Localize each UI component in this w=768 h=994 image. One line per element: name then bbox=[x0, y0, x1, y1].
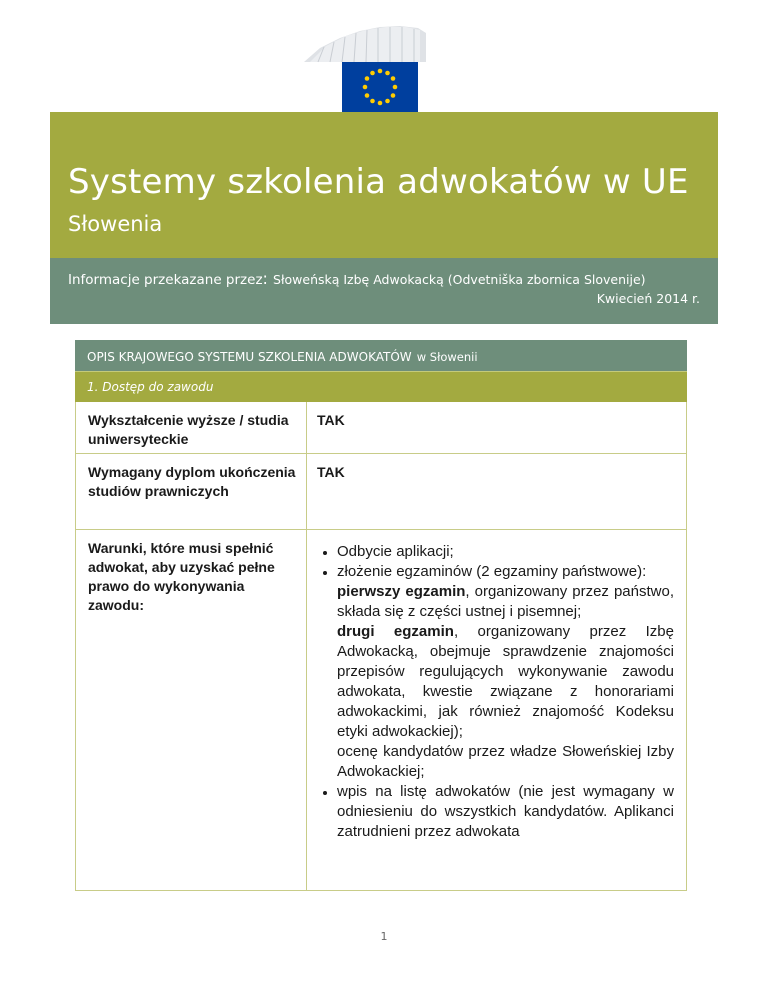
row-value: TAK bbox=[317, 412, 345, 428]
table-header bbox=[75, 340, 687, 371]
building-icon bbox=[304, 26, 426, 62]
page-number: 1 bbox=[380, 930, 388, 943]
list-item bbox=[337, 562, 674, 782]
page-title: Systemy szkolenia adwokatów w UE bbox=[68, 162, 689, 202]
conditions-list bbox=[317, 542, 674, 842]
row-value: TAK bbox=[317, 464, 345, 480]
info-source: Słoweńską Izbę Adwokacką (Odvetniška zbornica Slovenije) bbox=[273, 272, 646, 287]
exams-intro: • złożenie egzaminów (2 egzaminy państwowe): bbox=[337, 563, 647, 580]
info-line bbox=[68, 269, 646, 288]
exam-second-title: drugi egzamin bbox=[337, 623, 454, 640]
table-header-sub: w Słowenii bbox=[416, 350, 478, 364]
title-band bbox=[50, 112, 718, 258]
page-subtitle: Słowenia bbox=[68, 212, 163, 236]
table-row bbox=[75, 530, 687, 891]
row-label: Warunki, które musi spełnić adwokat, aby uzyskać pełne prawo do wykonywania zawodu: bbox=[76, 530, 307, 890]
exam-second-text: , organizowany przez Izbę Adwokacką, obejmuje sprawdzenie znajomości przepisów regulujących wykonywanie zawodu adwokata, kwestie związane z honorariami adwokackimi, jak również znajomość Kodeksu etyki adwokackiej); bbox=[337, 623, 674, 740]
table-row bbox=[75, 454, 687, 530]
list-item: • wpis na listę adwokatów (nie jest wymagany w odniesieniu do wszystkich kandydatów. Aplikanci zatrudnieni przez adwokata bbox=[337, 782, 674, 842]
info-date: Kwiecień 2014 r. bbox=[596, 291, 700, 306]
exam-first-text: , organizowany przez państwo, składa się z części ustnej i pisemnej; bbox=[337, 583, 674, 620]
row-label: Wymagany dyplom ukończenia studiów prawniczych bbox=[76, 454, 307, 529]
section-header: 1. Dostęp do zawodu bbox=[75, 371, 687, 402]
exam-first bbox=[337, 582, 674, 622]
training-system-table bbox=[75, 340, 687, 891]
exam-second bbox=[337, 622, 674, 742]
info-label: Informacje przekazane przez bbox=[68, 272, 263, 288]
evaluation-text: ocenę kandydatów przez władze Słoweńskiej Izby Adwokackiej; bbox=[337, 743, 674, 780]
list-item: • Odbycie aplikacji; bbox=[337, 542, 674, 562]
table-header-main: OPIS KRAJOWEGO SYSTEMU SZKOLENIA ADWOKATÓW bbox=[87, 350, 412, 364]
info-colon: : bbox=[262, 269, 268, 288]
row-value bbox=[307, 530, 686, 890]
row-label: Wykształcenie wyższe / studia uniwersyteckie bbox=[76, 402, 307, 453]
info-band bbox=[50, 258, 718, 324]
table-row bbox=[75, 402, 687, 454]
exam-first-title: pierwszy egzamin bbox=[337, 583, 466, 600]
